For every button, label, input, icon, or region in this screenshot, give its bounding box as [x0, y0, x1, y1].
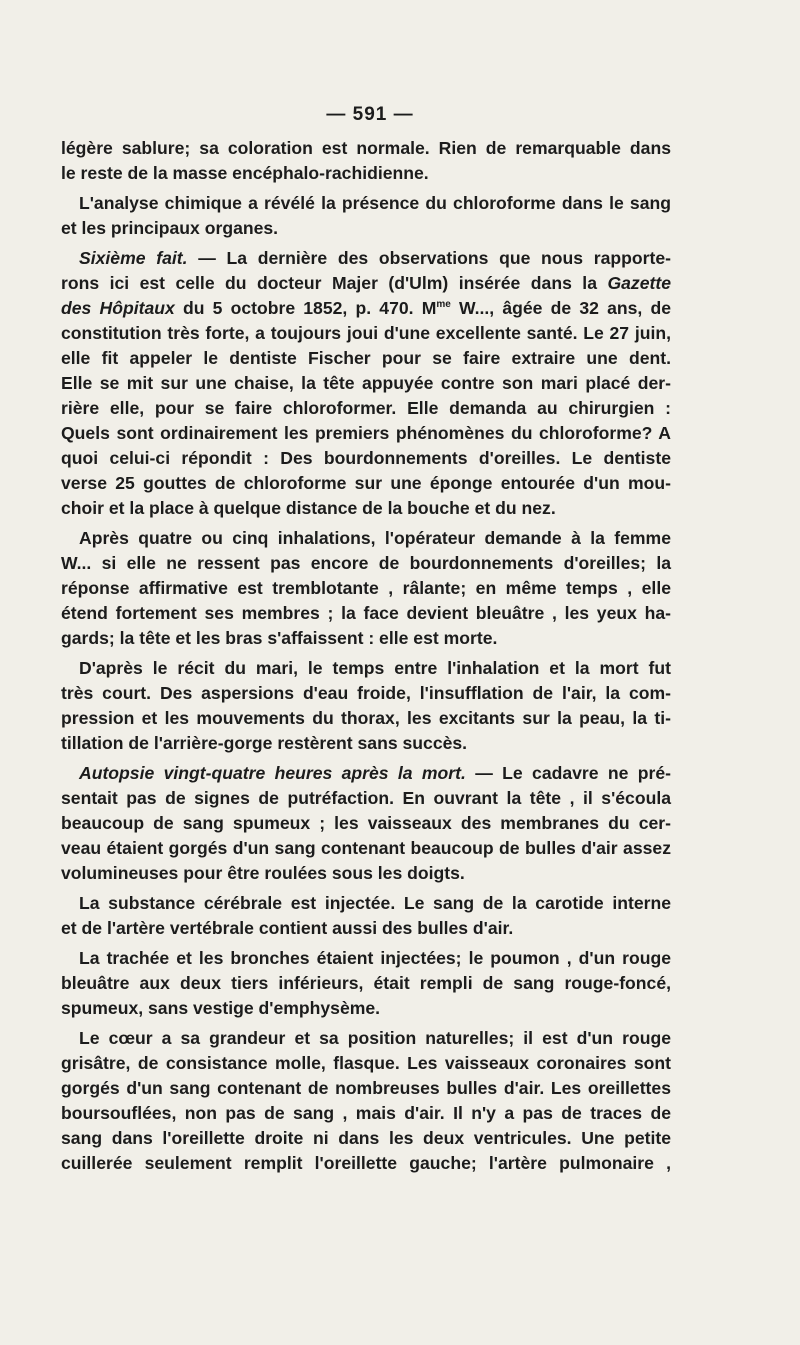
text-line: gorgés d'un sang contenant de nombreuses bulles d'air. Les oreillettes — [61, 1078, 671, 1098]
text-line: Quels sont ordinairement les premiers phénomènes du chloroforme? A — [61, 423, 671, 443]
text-line: pression et les mouvements du thorax, les excitants sur la peau, la ti- — [61, 708, 671, 728]
text-line: boursouflées, non pas de sang , mais d'air. Il n'y a pas de traces de — [61, 1103, 671, 1123]
text-line: et les principaux organes. — [61, 218, 279, 238]
text-line: des Hôpitaux du 5 octobre 1852, p. 470. $M^{me}$ W..., âgée de 32 ans, de — [61, 298, 672, 318]
text-line: réponse affirmative est tremblotante , râlante; en même temps , elle — [61, 578, 671, 598]
text-line: constitution très forte, a toujours joui d'une excellente santé. Le 27 juin, — [61, 323, 671, 343]
text-line: Autopsie vingt-quatre heures après la mort. — Le cadavre ne pré- — [79, 763, 671, 783]
text-line: Après quatre ou cinq inhalations, l'opérateur demande à la femme — [79, 528, 671, 548]
text-line: quoi celui-ci répondit : Des bourdonnements d'oreilles. Le dentiste — [61, 448, 671, 468]
text-line: Sixième fait. — La dernière des observations que nous rapporte- — [79, 248, 671, 268]
page-number: — 591 — — [326, 104, 414, 125]
text-line: W... si elle ne ressent pas encore de bourdonnements d'oreilles; la — [61, 553, 671, 573]
text-line: elle fit appeler le dentiste Fischer pour se faire extraire une dent. — [61, 348, 671, 368]
text-line: et de l'artère vertébrale contient aussi des bulles d'air. — [61, 918, 514, 938]
text-line: le reste de la masse encéphalo-rachidienne. — [61, 163, 429, 183]
text-line: bleuâtre aux deux tiers inférieurs, était rempli de sang rouge-foncé, — [61, 973, 671, 993]
text-line: verse 25 gouttes de chloroforme sur une éponge entourée d'un mou- — [61, 473, 671, 493]
text-line: très court. Des aspersions d'eau froide, l'insufflation de l'air, la com- — [61, 683, 671, 703]
text-line: La trachée et les bronches étaient injectées; le poumon , d'un rouge — [79, 948, 671, 968]
text-line: légère sablure; sa coloration est normale. Rien de remarquable dans — [61, 138, 671, 158]
text-line: volumineuses pour être roulées sous les doigts. — [61, 863, 465, 883]
section-heading-italic: Autopsie vingt-quatre heures après la mort. — [79, 763, 466, 783]
section-heading-italic: Sixième fait. — [79, 248, 188, 268]
text-line: beaucoup de sang spumeux ; les vaisseaux des membranes du cer- — [61, 813, 671, 833]
body-text — [61, 136, 671, 1176]
text-line: La substance cérébrale est injectée. Le sang de la carotide interne — [79, 893, 671, 913]
text-line: rière elle, pour se faire chloroformer. Elle demanda au chirurgien : — [61, 398, 671, 418]
text-line: tillation de l'arrière-gorge restèrent sans succès. — [61, 733, 468, 753]
text-line: veau étaient gorgés d'un sang contenant beaucoup de bulles d'air assez — [61, 838, 671, 858]
text-line: L'analyse chimique a révélé la présence du chloroforme dans le sang — [79, 193, 671, 213]
text-line: rons ici est celle du docteur Majer (d'Ulm) insérée dans la Gazette — [61, 273, 671, 293]
text-line: cuillerée seulement remplit l'oreillette gauche; l'artère pulmonaire , — [61, 1153, 671, 1173]
text-line: sentait pas de signes de putréfaction. En ouvrant la tête , il s'écoula — [61, 788, 671, 808]
text-line: grisâtre, de consistance molle, flasque. Les vaisseaux coronaires sont — [61, 1053, 671, 1073]
text-line: Elle se mit sur une chaise, la tête appuyée contre son mari placé der- — [61, 373, 671, 393]
text-line: étend fortement ses membres ; la face devient bleuâtre , les yeux ha- — [61, 603, 671, 623]
text-line: choir et la place à quelque distance de la bouche et du nez. — [61, 498, 556, 518]
text-line: sang dans l'oreillette droite ni dans les deux ventricules. Une petite — [61, 1128, 671, 1148]
text-line: spumeux, sans vestige d'emphysème. — [61, 998, 381, 1018]
text-line: D'après le récit du mari, le temps entre l'inhalation et la mort fut — [79, 658, 671, 678]
text-line: Le cœur a sa grandeur et sa position naturelles; il est d'un rouge — [79, 1028, 671, 1048]
text-line: gards; la tête et les bras s'affaissent : elle est morte. — [61, 628, 498, 648]
